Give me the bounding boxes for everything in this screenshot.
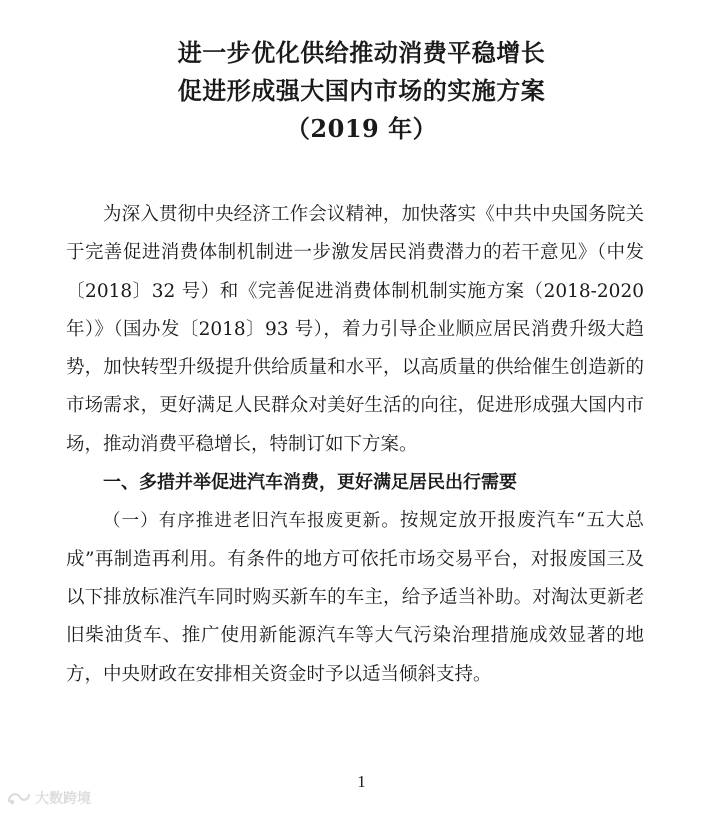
subsection-heading: （一）有序推进老旧汽车报废更新。 bbox=[103, 511, 400, 532]
watermark-text: 大数跨境 bbox=[35, 791, 91, 807]
watermark bbox=[6, 788, 91, 808]
document-body bbox=[66, 196, 644, 694]
document-title bbox=[0, 34, 723, 148]
page-number: 1 bbox=[357, 772, 366, 791]
title-line-1: 进一步优化供给推动消费平稳增长 bbox=[177, 38, 546, 67]
watermark-logo-icon bbox=[6, 789, 32, 807]
section-heading: 一、多措并举促进汽车消费，更好满足居民出行需要 bbox=[103, 472, 517, 494]
title-year: （2019 年） bbox=[285, 114, 438, 143]
subsection-paragraph bbox=[66, 502, 644, 693]
subsection-body: 按规定放开报废汽车“五大总成”再制造再利用。有条件的地方可依托市场交易平台，对报废国三及以下排放标准汽车同时购买新车的车主，给予适当补助。对淘汰更新老旧柴油货车、推广使用新能源汽车等大气污染治理措施成效显著的地方，中央财政在安排相关资金时予以适当倾斜支持。 bbox=[66, 510, 644, 685]
title-line-2: 促进形成强大国内市场的实施方案 bbox=[177, 76, 546, 105]
intro-paragraph: 为深入贯彻中央经济工作会议精神，加快落实《中共中央国务院关于完善促进消费体制机制进一步激发居民消费潜力的若干意见》（中发〔2018〕32 号）和《完善促进消费体制机制实施方案（2018-2020 年）》（国办发〔2018〕93 号），着力引导企业顺应居民消费升级大趋势，加快转型升级提升供给质量和水平，以高质量的供给催生创造新的市场需求，更好满足人民群众对美好生活的向往，促进形成强大国内市场，推动消费平稳增长，特制订如下方案。 bbox=[66, 204, 644, 455]
